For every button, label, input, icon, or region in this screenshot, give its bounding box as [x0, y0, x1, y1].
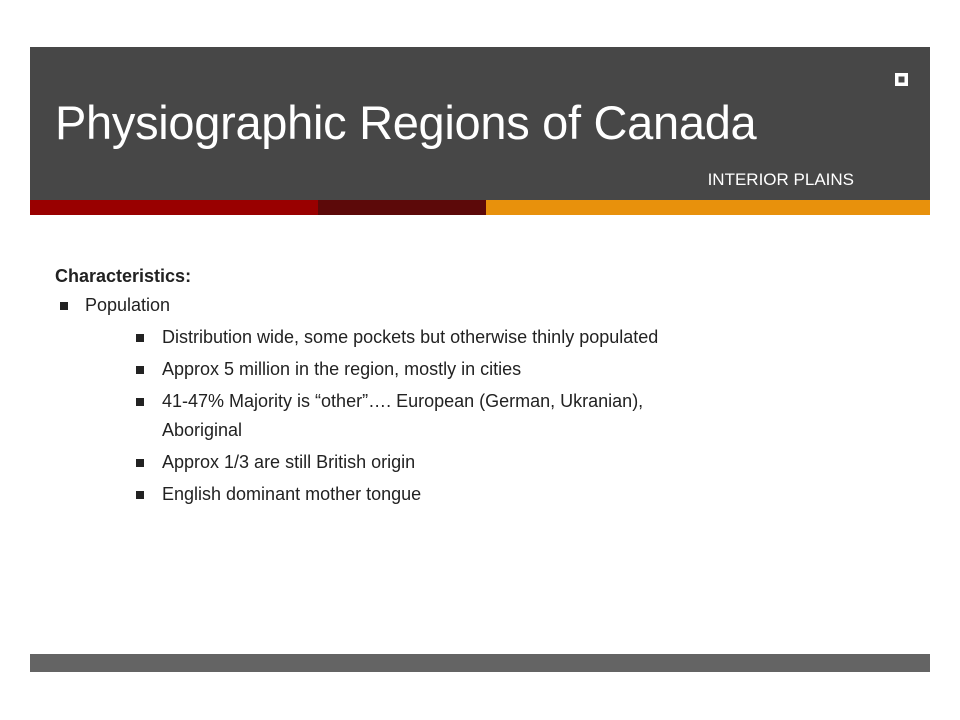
bullet-list — [55, 291, 675, 509]
sub-list-item-text: Approx 5 million in the region, mostly in cities — [162, 359, 522, 379]
slide-subtitle: INTERIOR PLAINS — [707, 170, 854, 189]
characteristics-heading: Characteristics: — [55, 266, 192, 286]
sub-list-item — [115, 323, 675, 352]
square-bullet-icon — [136, 459, 144, 467]
footer-bar — [30, 654, 930, 672]
header-band — [30, 47, 930, 200]
slide-body — [55, 262, 675, 509]
sub-list-item — [115, 448, 675, 477]
list-item — [55, 291, 675, 509]
square-bullet-icon — [136, 334, 144, 342]
accent-stripe-orange — [486, 200, 930, 215]
sub-list-item — [115, 355, 675, 384]
sub-bullet-list — [85, 323, 675, 509]
sub-list-item-text: 41-47% Majority is “other”…. European (German, Ukranian), Aboriginal — [162, 391, 644, 440]
square-bullet-icon — [136, 491, 144, 499]
sub-list-item-text: Approx 1/3 are still British origin — [162, 452, 416, 472]
square-bullet-icon — [136, 366, 144, 374]
square-bullet-icon — [136, 398, 144, 406]
sub-list-item-text: English dominant mother tongue — [162, 484, 422, 504]
accent-stripe-maroon — [318, 200, 486, 215]
sub-list-item — [115, 387, 675, 445]
accent-stripe-red — [30, 200, 318, 215]
sub-list-item — [115, 480, 675, 509]
square-bullet-icon — [60, 302, 68, 310]
sub-list-item-text: Distribution wide, some pockets but otherwise thinly populated — [162, 327, 659, 347]
list-item-label: Population — [85, 295, 171, 315]
square-bullet-icon — [891, 69, 913, 91]
accent-stripe — [30, 200, 930, 215]
slide-title: Physiographic Regions of Canada — [55, 96, 757, 149]
